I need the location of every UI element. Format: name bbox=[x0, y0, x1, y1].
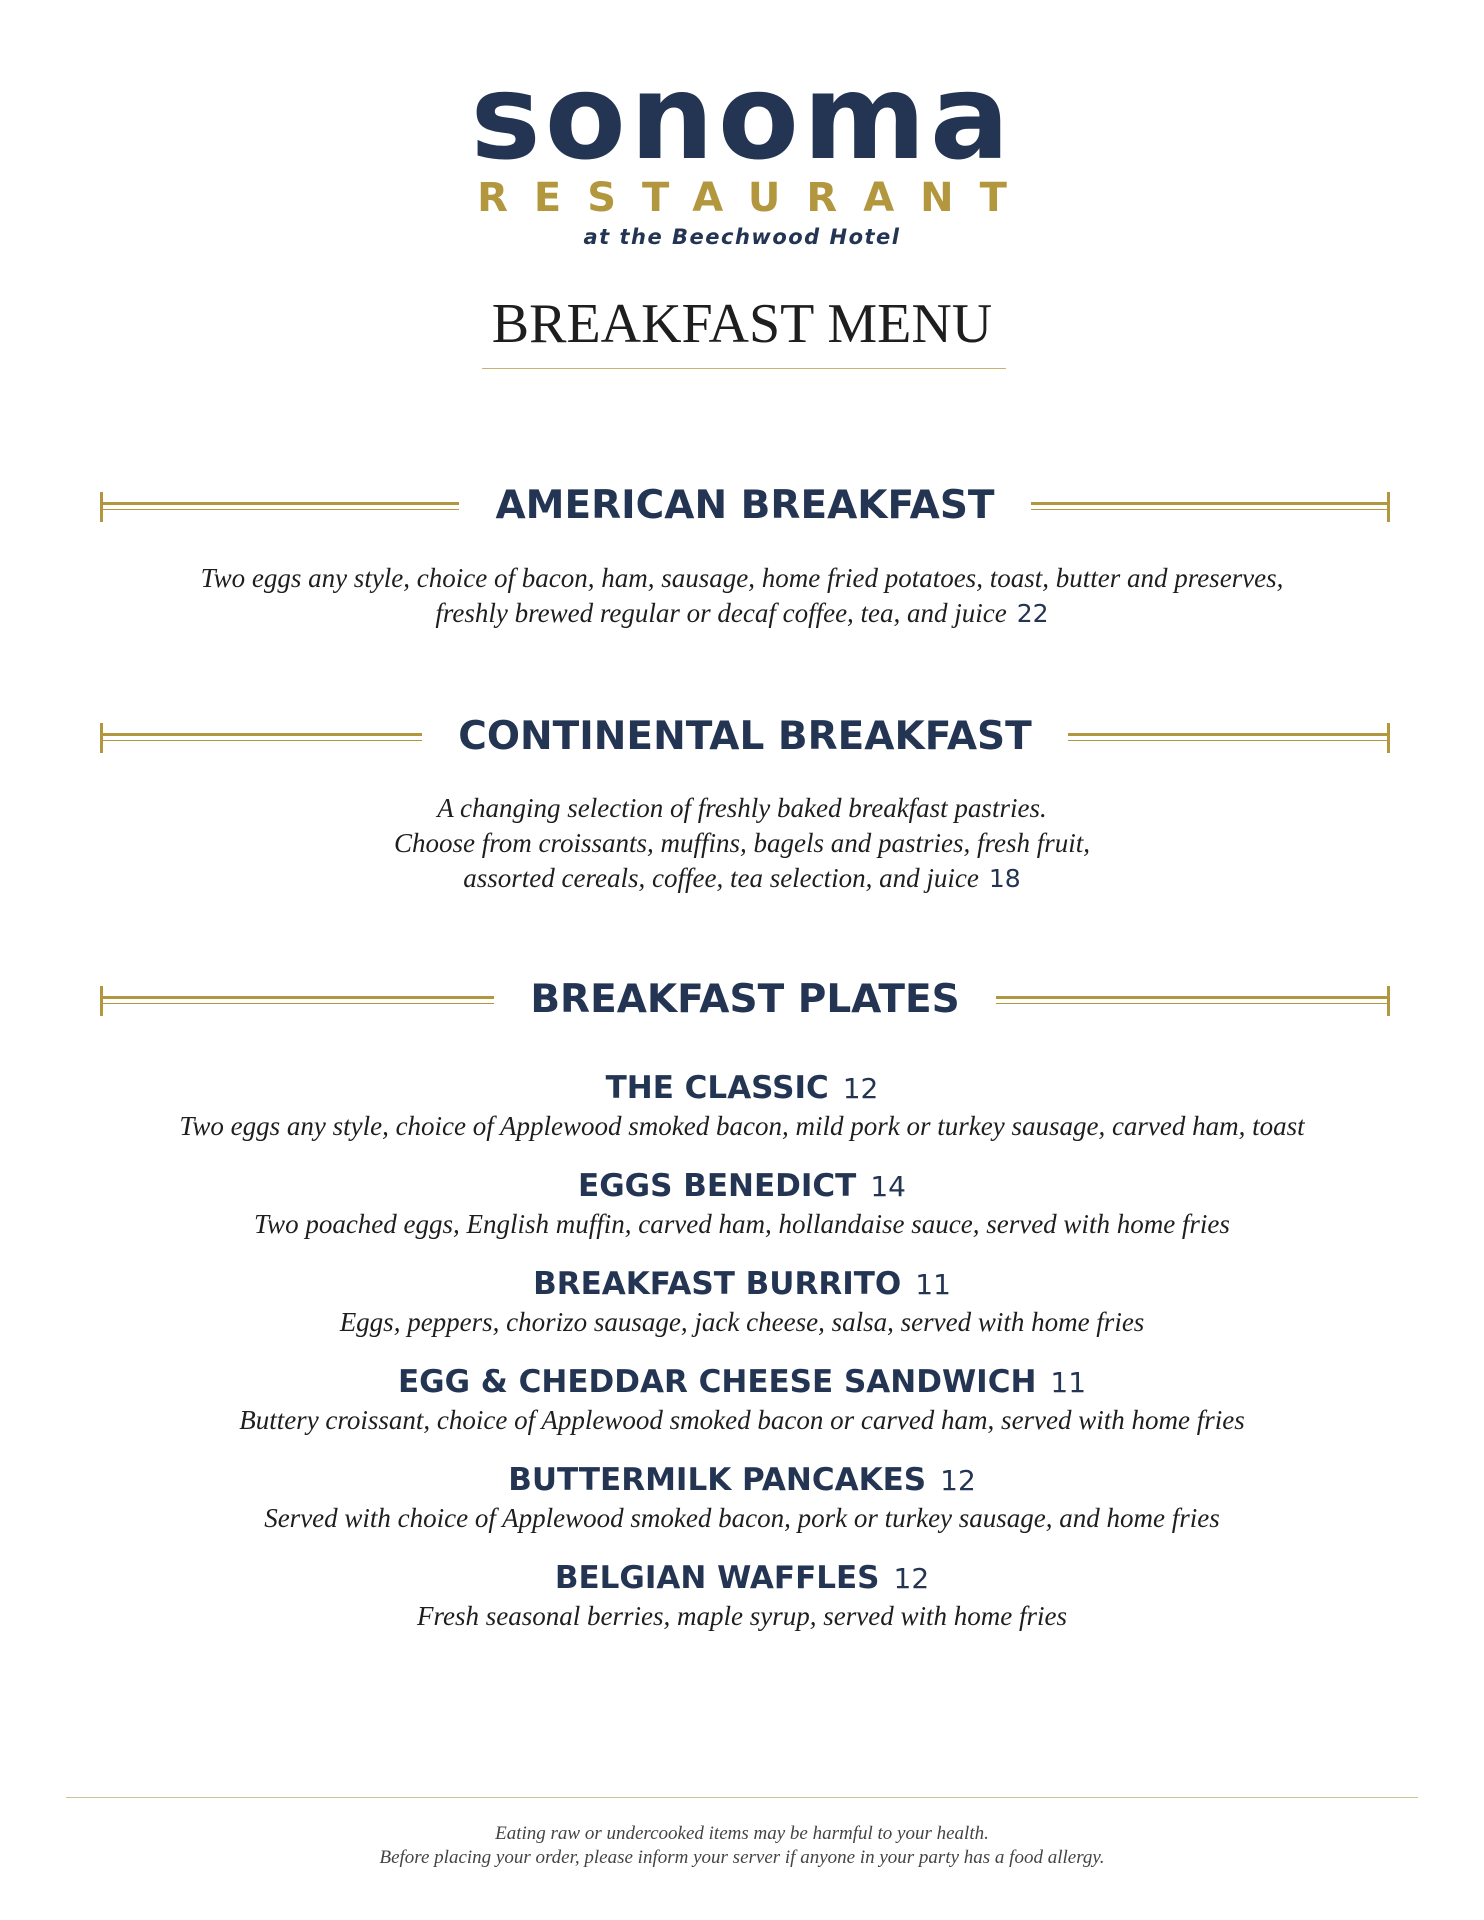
title-underline bbox=[482, 368, 1006, 369]
decorative-rule-left bbox=[100, 996, 494, 1004]
section-title-plates: BREAKFAST PLATES bbox=[530, 977, 960, 1022]
footer-health-warning: Eating raw or undercooked items may be harmful to your health. bbox=[495, 1823, 989, 1844]
american-description-text: freshly brewed regular or decaf coffee, tea, and juice bbox=[435, 598, 1007, 628]
american-price: 22 bbox=[1016, 599, 1049, 628]
plate-item-description: Served with choice of Applewood smoked bacon, pork or turkey sausage, and home fries bbox=[264, 1503, 1220, 1533]
section-header-plates bbox=[100, 975, 1390, 1025]
decorative-rule-left bbox=[100, 733, 422, 741]
plate-item-description: Fresh seasonal berries, maple syrup, served with home fries bbox=[417, 1601, 1067, 1631]
plate-item-price: 12 bbox=[842, 1072, 879, 1105]
continental-description-line-2: Choose from croissants, muffins, bagels and pastries, fresh fruit, bbox=[393, 828, 1091, 858]
continental-description-line-3 bbox=[0, 861, 1484, 896]
menu-title: BREAKFAST MENU bbox=[491, 293, 993, 355]
american-description-line-2 bbox=[0, 596, 1484, 631]
plate-item-heading bbox=[0, 1461, 1484, 1500]
logo-hotel-tagline: at the Beechwood Hotel bbox=[583, 225, 901, 249]
logo-restaurant: RESTAURANT bbox=[477, 175, 1033, 221]
section-header-american bbox=[100, 481, 1390, 531]
footer-divider bbox=[66, 1797, 1418, 1798]
continental-description-line-1: A changing selection of freshly baked breakfast pastries. bbox=[437, 793, 1047, 823]
logo-wordmark: sonoma bbox=[470, 48, 1014, 186]
decorative-rule-right bbox=[1068, 733, 1390, 741]
plate-item-name: BREAKFAST BURRITO bbox=[533, 1266, 902, 1302]
plate-item-description: Eggs, peppers, chorizo sausage, jack cheese, salsa, served with home fries bbox=[339, 1307, 1145, 1337]
plate-item-heading bbox=[0, 1069, 1484, 1108]
plate-item-name: EGGS BENEDICT bbox=[578, 1168, 857, 1204]
plate-item-name: EGG & CHEDDAR CHEESE SANDWICH bbox=[397, 1364, 1037, 1400]
plate-item-price: 11 bbox=[1050, 1366, 1087, 1399]
plate-item-heading bbox=[0, 1363, 1484, 1402]
plate-item-price: 11 bbox=[915, 1268, 951, 1301]
plate-item-name: BELGIAN WAFFLES bbox=[554, 1560, 880, 1596]
decorative-rule-right bbox=[996, 996, 1390, 1004]
plate-item-description: Two poached eggs, English muffin, carved ham, hollandaise sauce, served with home fries bbox=[254, 1209, 1230, 1239]
plate-item-price: 12 bbox=[940, 1464, 976, 1497]
plate-item-description: Buttery croissant, choice of Applewood smoked bacon or carved ham, served with home fries bbox=[239, 1405, 1245, 1435]
plate-item-heading bbox=[0, 1559, 1484, 1598]
continental-price: 18 bbox=[988, 864, 1021, 893]
decorative-rule-right bbox=[1031, 502, 1390, 510]
plate-item-heading bbox=[0, 1265, 1484, 1304]
section-title-continental: CONTINENTAL BREAKFAST bbox=[458, 714, 1032, 759]
plate-item-name: THE CLASSIC bbox=[605, 1070, 829, 1106]
american-description-line-1: Two eggs any style, choice of bacon, ham, sausage, home fried potatoes, toast, butter and preserves, bbox=[200, 563, 1284, 593]
section-title-american: AMERICAN BREAKFAST bbox=[495, 483, 995, 528]
plate-item-price: 12 bbox=[893, 1562, 930, 1595]
continental-description-text: assorted cereals, coffee, tea selection, and juice bbox=[463, 863, 979, 893]
section-header-continental bbox=[100, 712, 1390, 762]
plate-item-name: BUTTERMILK PANCAKES bbox=[508, 1462, 927, 1498]
plate-item-price: 14 bbox=[870, 1170, 906, 1203]
plate-item-description: Two eggs any style, choice of Applewood smoked bacon, mild pork or turkey sausage, carved ham, toast bbox=[179, 1111, 1305, 1141]
plate-item-heading bbox=[0, 1167, 1484, 1206]
footer-allergy-notice: Before placing your order, please inform your server if anyone in your party has a food allergy. bbox=[379, 1847, 1105, 1868]
decorative-rule-left bbox=[100, 502, 459, 510]
